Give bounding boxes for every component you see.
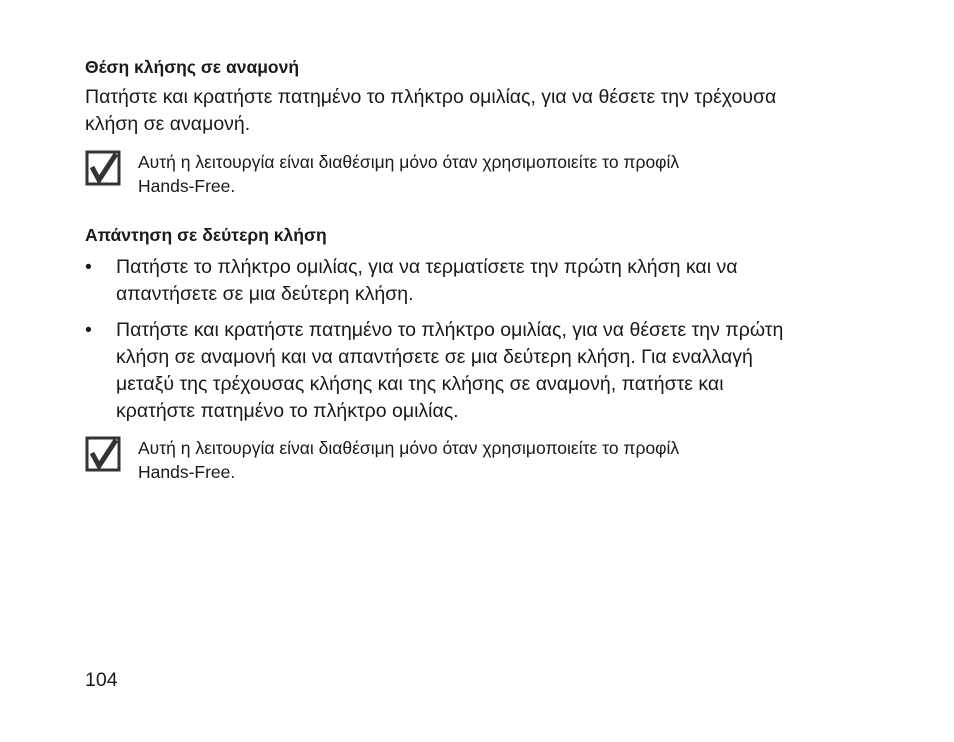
note-second-call	[85, 436, 885, 492]
list-item-text	[116, 317, 783, 425]
note-line: Αυτή η λειτουργία είναι διαθέσιμη μόνο όταν χρησιμοποιείτε το προφίλ	[138, 438, 680, 458]
bullet-marker: •	[85, 256, 92, 278]
call-hold-paragraph	[85, 84, 885, 138]
note-line: Hands-Free.	[138, 462, 236, 482]
note-text	[138, 150, 679, 198]
note-line: Αυτή η λειτουργία είναι διαθέσιμη μόνο όταν χρησιμοποιείτε το προφίλ	[138, 152, 680, 172]
checkbox-check-icon	[85, 150, 121, 186]
list-item-line: κλήση σε αναμονή και να απαντήσετε σε μια δεύτερη κλήση. Για εναλλαγή	[116, 346, 753, 368]
list-item-text	[116, 254, 737, 308]
list-item-line: κρατήστε πατημένο το πλήκτρο ομιλίας.	[116, 400, 459, 422]
list-item-line: μεταξύ της τρέχουσας κλήσης και της κλήσης σε αναμονή, πατήστε και	[116, 373, 724, 395]
list-item-line: απαντήσετε σε μια δεύτερη κλήση.	[116, 283, 414, 305]
list-item-line: Πατήστε και κρατήστε πατημένο το πλήκτρο ομιλίας, για να θέσετε την πρώτη	[116, 319, 784, 341]
bullet-marker: •	[85, 319, 92, 341]
section-heading-call-hold: Θέση κλήσης σε αναμονή	[85, 57, 300, 77]
paragraph-line: κλήση σε αναμονή.	[85, 113, 251, 135]
checkbox-check-icon	[85, 436, 121, 472]
note-text	[138, 436, 679, 484]
note-call-hold	[85, 150, 885, 206]
note-line: Hands-Free.	[138, 176, 236, 196]
list-item-line: Πατήστε το πλήκτρο ομιλίας, για να τερματίσετε την πρώτη κλήση και να	[116, 256, 738, 278]
section-heading-second-call: Απάντηση σε δεύτερη κλήση	[85, 225, 327, 245]
page-number: 104	[85, 669, 118, 691]
paragraph-line: Πατήστε και κρατήστε πατημένο το πλήκτρο ομιλίας, για να θέσετε την τρέχουσα	[85, 86, 777, 108]
